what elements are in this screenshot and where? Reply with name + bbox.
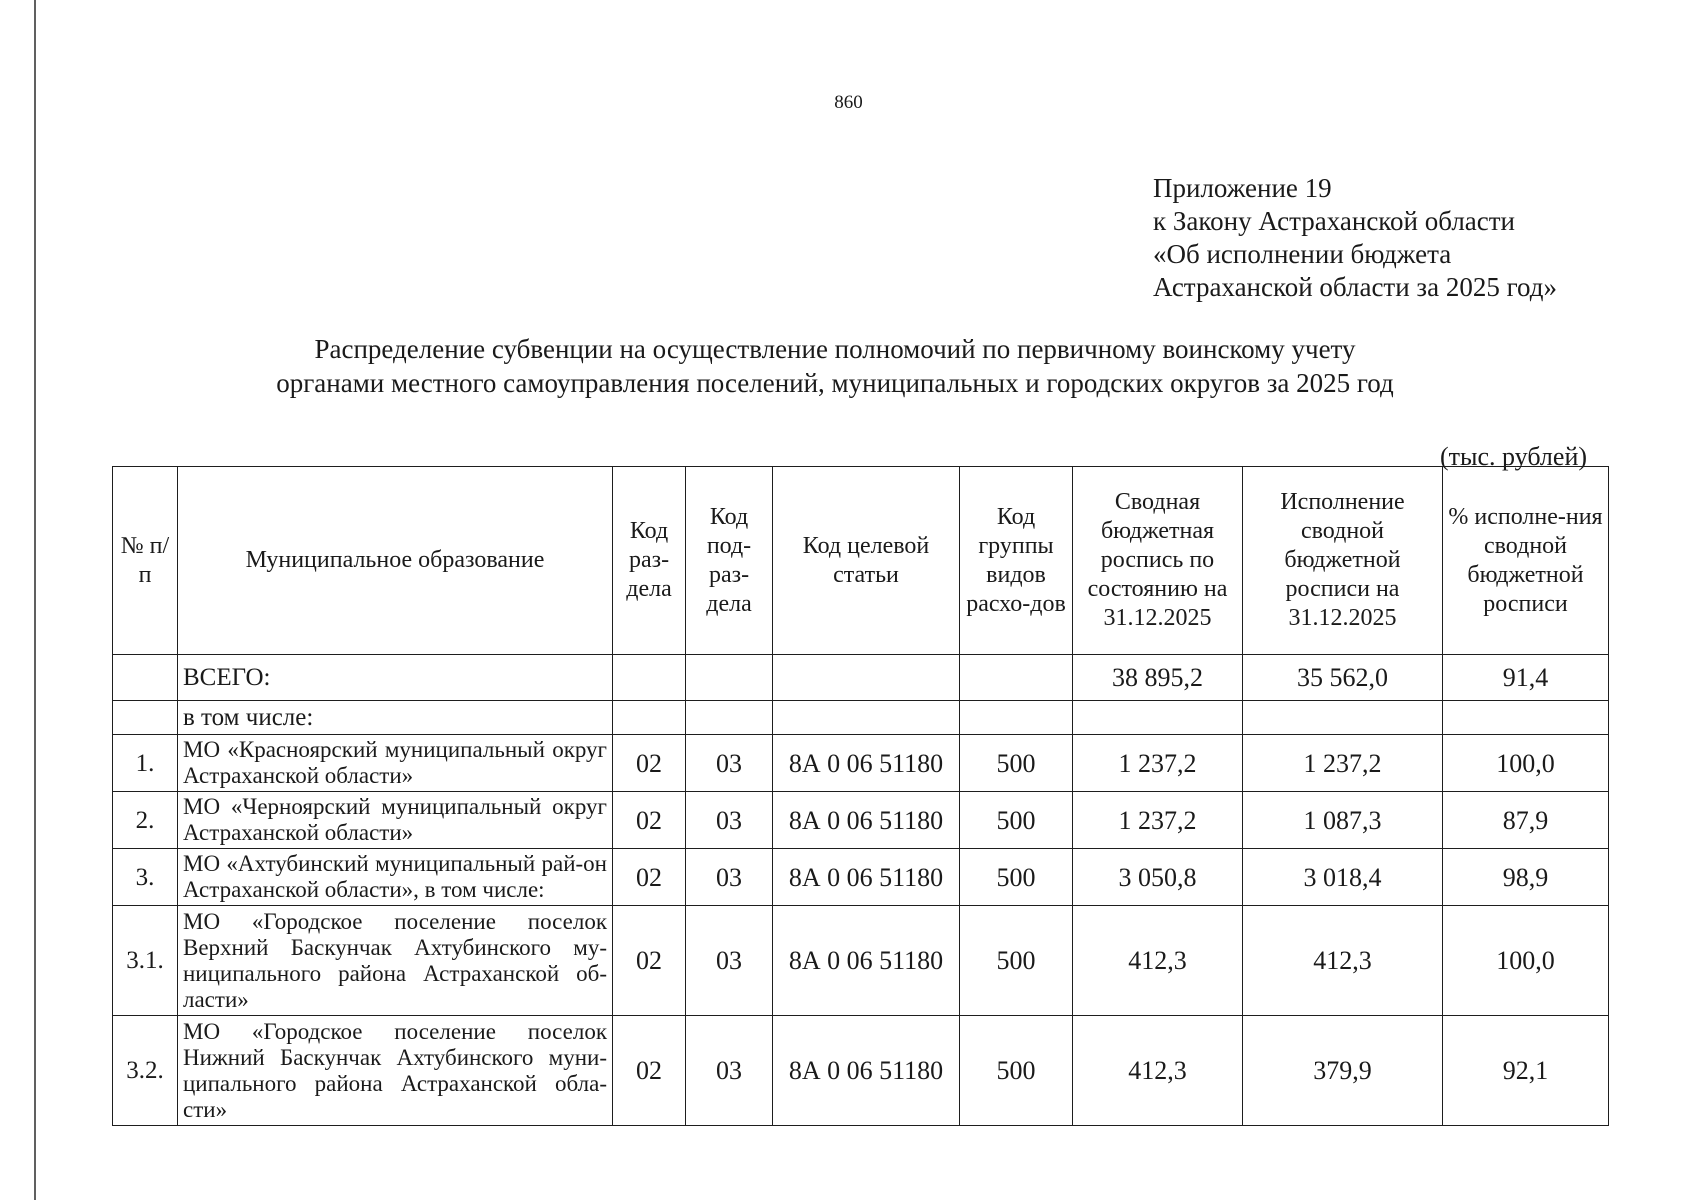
appendix-line-2: к Закону Астраханской области [1153,206,1516,236]
header-num: № п/п [113,467,178,655]
row-percent: 100,0 [1443,735,1609,792]
row-percent: 87,9 [1443,792,1609,849]
row-num: 3. [113,849,178,906]
row-expense-group: 500 [960,792,1073,849]
appendix-line-4: Астраханской области за 2025 год» [1153,272,1557,302]
row-budget-list: 412,3 [1073,906,1243,1016]
document-title [240,332,1430,400]
header-target: Код целевой статьи [773,467,960,655]
total-num [113,655,178,701]
row-subsection: 03 [686,792,773,849]
row-target: 8А 0 06 51180 [773,735,960,792]
row-target: 8А 0 06 51180 [773,792,960,849]
row-budget-list: 1 237,2 [1073,792,1243,849]
table-row [113,849,1609,906]
row-num: 3.1. [113,906,178,1016]
including-row [113,701,1609,735]
row-num: 3.2. [113,1016,178,1126]
row-percent: 100,0 [1443,906,1609,1016]
row-target: 8А 0 06 51180 [773,906,960,1016]
row-budget-list: 3 050,8 [1073,849,1243,906]
row-section: 02 [613,849,686,906]
row-num: 2. [113,792,178,849]
row-execution: 1 237,2 [1243,735,1443,792]
header-percent: % исполне-ния сводной бюджетной росписи [1443,467,1609,655]
row-execution: 379,9 [1243,1016,1443,1126]
table-row [113,1016,1609,1126]
total-percent: 91,4 [1443,655,1609,701]
row-target: 8А 0 06 51180 [773,849,960,906]
row-expense-group: 500 [960,735,1073,792]
row-percent: 98,9 [1443,849,1609,906]
total-execution: 35 562,0 [1243,655,1443,701]
appendix-line-3: «Об исполнении бюджета [1153,239,1452,269]
page-number: 860 [834,92,863,113]
total-budget-list: 38 895,2 [1073,655,1243,701]
table-row [113,735,1609,792]
row-municipality: МО «Городское поселение поселок Верхний Баскунчак Ахтубинского му-ниципального района Астраханской об-ласти» [178,906,613,1016]
row-subsection: 03 [686,906,773,1016]
header-section: Код раз-дела [613,467,686,655]
row-execution: 1 087,3 [1243,792,1443,849]
row-execution: 3 018,4 [1243,849,1443,906]
header-budget-list: Сводная бюджетная роспись по состоянию на 31.12.2025 [1073,467,1243,655]
header-municipality: Муниципальное образование [178,467,613,655]
row-expense-group: 500 [960,1016,1073,1126]
document-title-line-2: органами местного самоуправления поселений, муниципальных и городских округов за 2025 год [276,368,1394,398]
row-municipality: МО «Городское поселение поселок Нижний Баскунчак Ахтубинского муни-ципального района Астраханской обла-сти» [178,1016,613,1126]
row-municipality: МО «Ахтубинский муниципальный рай-он Астраханской области», в том числе: [178,849,613,906]
row-target: 8А 0 06 51180 [773,1016,960,1126]
row-section: 02 [613,735,686,792]
row-section: 02 [613,906,686,1016]
unit-note: (тыс. рублей) [1440,442,1588,471]
subvention-table [112,466,1609,1126]
header-subsection: Код под-раз-дела [686,467,773,655]
table-row [113,906,1609,1016]
total-label: ВСЕГО: [178,655,613,701]
total-row [113,655,1609,701]
row-municipality: МО «Красноярский муниципальный округ Астраханской области» [178,735,613,792]
row-section: 02 [613,792,686,849]
row-subsection: 03 [686,1016,773,1126]
row-budget-list: 1 237,2 [1073,735,1243,792]
row-percent: 92,1 [1443,1016,1609,1126]
document-title-line-1: Распределение субвенции на осуществление полномочий по первичному воинскому учету [314,334,1356,364]
row-expense-group: 500 [960,906,1073,1016]
row-expense-group: 500 [960,849,1073,906]
row-execution: 412,3 [1243,906,1443,1016]
row-budget-list: 412,3 [1073,1016,1243,1126]
header-execution: Исполнение сводной бюджетной росписи на 31.12.2025 [1243,467,1443,655]
header-expense-group: Код группы видов расхо-дов [960,467,1073,655]
row-num: 1. [113,735,178,792]
row-section: 02 [613,1016,686,1126]
scan-edge-line [34,0,36,1200]
including-label: в том числе: [178,701,613,735]
appendix-line-1: Приложение 19 [1153,173,1332,203]
table-header-row [113,467,1609,655]
row-municipality: МО «Черноярский муниципальный округ Астраханской области» [178,792,613,849]
row-subsection: 03 [686,735,773,792]
row-subsection: 03 [686,849,773,906]
table-row [113,792,1609,849]
appendix-note [1153,172,1557,304]
